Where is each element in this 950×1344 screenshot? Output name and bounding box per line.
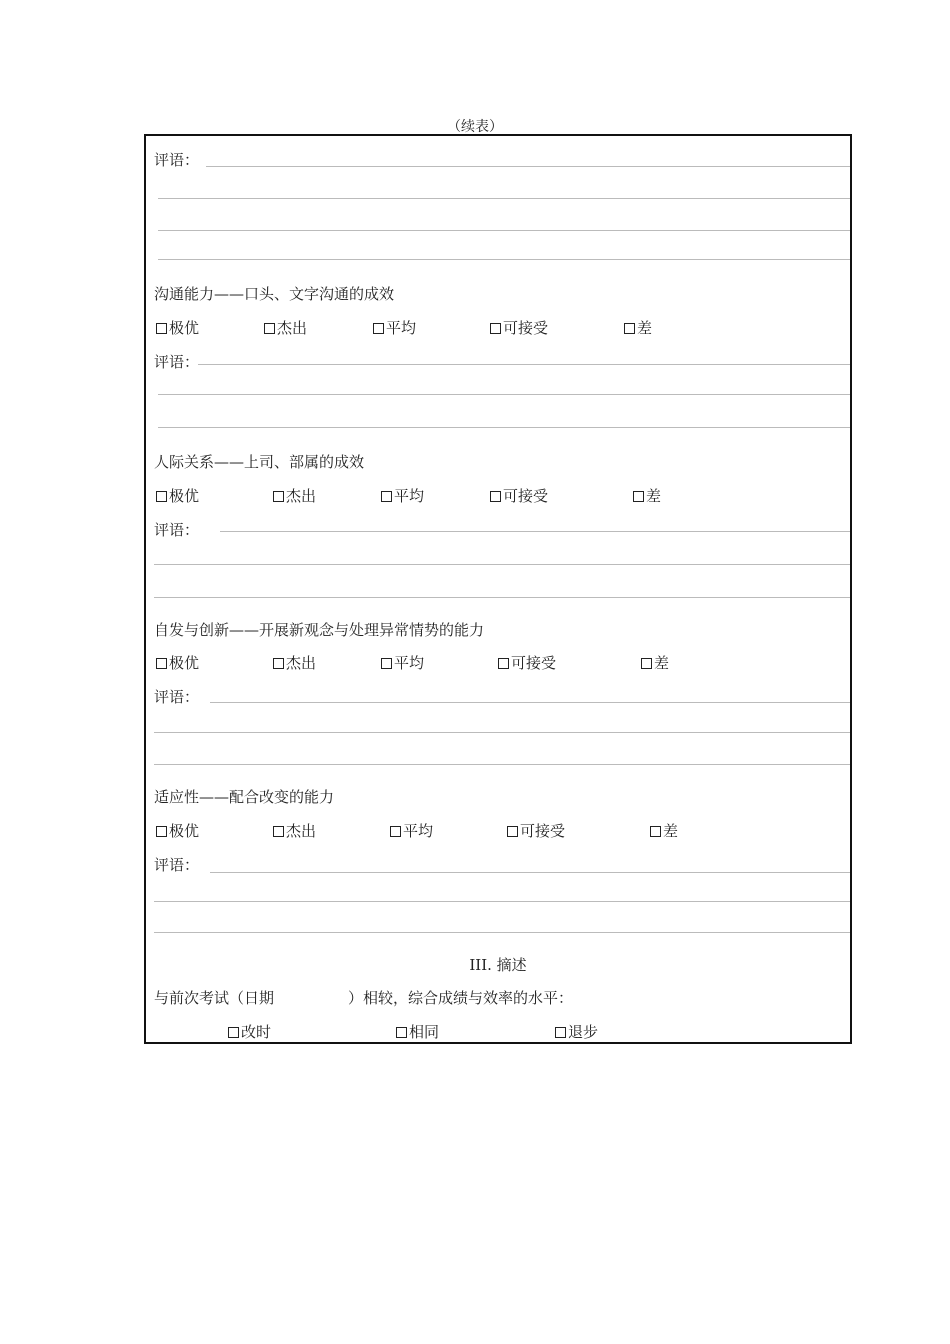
comment-line[interactable]: [206, 166, 850, 167]
checkbox-icon[interactable]: [390, 826, 401, 837]
checkbox-icon[interactable]: [156, 826, 167, 837]
checkbox-icon[interactable]: [624, 323, 635, 334]
checkbox-icon[interactable]: [490, 323, 501, 334]
compare-suffix: ）相较，综合成绩与效率的水平：: [348, 989, 574, 1007]
section-title-adaptability: 适应性——配合改变的能力: [154, 788, 335, 806]
option-excellent[interactable]: 极优: [156, 485, 199, 506]
option-average[interactable]: 平均: [381, 652, 424, 673]
checkbox-icon[interactable]: [273, 826, 284, 837]
option-acceptable[interactable]: 可接受: [490, 485, 548, 506]
evaluation-form: [144, 134, 852, 1044]
checkbox-icon[interactable]: [381, 491, 392, 502]
option-average[interactable]: 平均: [381, 485, 424, 506]
comment-label: 评语：: [154, 151, 200, 169]
option-same[interactable]: 相同: [396, 1021, 439, 1042]
option-acceptable[interactable]: 可接受: [498, 652, 556, 673]
comment-line[interactable]: [220, 531, 850, 532]
checkbox-icon[interactable]: [507, 826, 518, 837]
comment-line[interactable]: [158, 259, 850, 260]
comment-label: 评语：: [154, 521, 200, 539]
comment-line[interactable]: [210, 702, 850, 703]
compare-prefix: 与前次考试（日期: [154, 989, 275, 1007]
checkbox-icon[interactable]: [633, 491, 644, 502]
comment-label: 评语：: [154, 688, 200, 706]
option-improved[interactable]: 改时: [228, 1021, 271, 1042]
checkbox-icon[interactable]: [641, 658, 652, 669]
table-caption: （续表）: [447, 119, 503, 135]
option-declined[interactable]: 退步: [555, 1021, 598, 1042]
checkbox-icon[interactable]: [156, 323, 167, 334]
checkbox-icon[interactable]: [273, 658, 284, 669]
checkbox-icon[interactable]: [156, 658, 167, 669]
checkbox-icon[interactable]: [228, 1027, 239, 1038]
section-title-initiative: 自发与创新——开展新观念与处理异常情势的能力: [154, 621, 485, 639]
comment-label: 评语：: [154, 856, 200, 874]
comment-line[interactable]: [154, 901, 850, 902]
comment-line[interactable]: [154, 732, 850, 733]
option-poor[interactable]: 差: [624, 317, 652, 338]
comment-line[interactable]: [154, 932, 850, 933]
option-excellent[interactable]: 极优: [156, 820, 199, 841]
option-outstanding[interactable]: 杰出: [273, 652, 316, 673]
comment-label: 评语：: [154, 353, 200, 371]
comment-line[interactable]: [154, 764, 850, 765]
checkbox-icon[interactable]: [650, 826, 661, 837]
comment-line[interactable]: [154, 564, 850, 565]
option-excellent[interactable]: 极优: [156, 317, 199, 338]
checkbox-icon[interactable]: [396, 1027, 407, 1038]
checkbox-icon[interactable]: [373, 323, 384, 334]
checkbox-icon[interactable]: [498, 658, 509, 669]
checkbox-icon[interactable]: [264, 323, 275, 334]
summary-heading: III. 摘述: [469, 956, 527, 974]
option-average[interactable]: 平均: [373, 317, 416, 338]
option-poor[interactable]: 差: [650, 820, 678, 841]
option-poor[interactable]: 差: [633, 485, 661, 506]
checkbox-icon[interactable]: [273, 491, 284, 502]
option-outstanding[interactable]: 杰出: [273, 820, 316, 841]
comment-line[interactable]: [158, 230, 850, 231]
comment-line[interactable]: [154, 597, 850, 598]
checkbox-icon[interactable]: [381, 658, 392, 669]
comment-line[interactable]: [210, 872, 850, 873]
option-poor[interactable]: 差: [641, 652, 669, 673]
option-outstanding[interactable]: 杰出: [273, 485, 316, 506]
checkbox-icon[interactable]: [555, 1027, 566, 1038]
option-acceptable[interactable]: 可接受: [507, 820, 565, 841]
option-excellent[interactable]: 极优: [156, 652, 199, 673]
comment-line[interactable]: [198, 364, 850, 365]
checkbox-icon[interactable]: [490, 491, 501, 502]
option-average[interactable]: 平均: [390, 820, 433, 841]
comment-line[interactable]: [158, 427, 850, 428]
comment-line[interactable]: [158, 198, 850, 199]
option-outstanding[interactable]: 杰出: [264, 317, 307, 338]
section-title-relationships: 人际关系——上司、部属的成效: [154, 453, 365, 471]
option-acceptable[interactable]: 可接受: [490, 317, 548, 338]
comment-line[interactable]: [158, 394, 850, 395]
checkbox-icon[interactable]: [156, 491, 167, 502]
section-title-communication: 沟通能力——口头、文字沟通的成效: [154, 285, 395, 303]
